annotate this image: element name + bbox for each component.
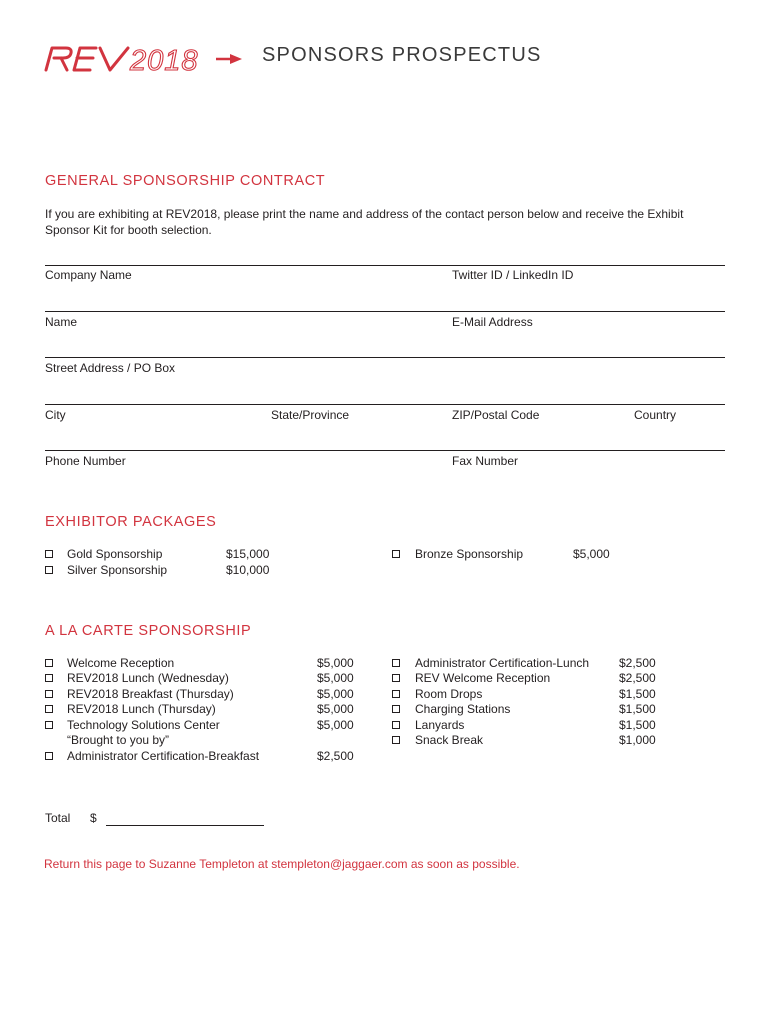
welcome-reception-checkbox[interactable]	[45, 659, 53, 667]
gold-label: Gold Sponsorship	[67, 547, 163, 561]
room-drops-price: $1,500	[619, 687, 656, 701]
cert-breakfast-checkbox[interactable]	[45, 752, 53, 760]
charging-stations-checkbox[interactable]	[392, 705, 400, 713]
bronze-checkbox[interactable]	[392, 550, 400, 558]
country-label: Country	[634, 408, 677, 422]
room-drops-checkbox[interactable]	[392, 690, 400, 698]
gold-checkbox[interactable]	[45, 550, 53, 558]
total-currency: $	[90, 811, 97, 825]
street-label: Street Address / PO Box	[45, 361, 176, 375]
tech-center-checkbox[interactable]	[45, 721, 53, 729]
cert-lunch-price: $2,500	[619, 656, 656, 670]
lanyards-price: $1,500	[619, 718, 656, 732]
breakfast-thursday-checkbox[interactable]	[45, 690, 53, 698]
zip-label: ZIP/Postal Code	[452, 408, 540, 422]
tech-center-label: Technology Solutions Center	[67, 718, 220, 732]
rev-welcome-checkbox[interactable]	[392, 674, 400, 682]
exhibitor-heading: EXHIBITOR PACKAGES	[45, 514, 217, 530]
city-label: City	[45, 408, 66, 422]
street-line[interactable]	[45, 357, 725, 358]
svg-text:2018: 2018	[130, 45, 199, 74]
rev2018-logo	[44, 42, 244, 74]
phone-line[interactable]	[45, 450, 725, 451]
rev-welcome-price: $2,500	[619, 671, 656, 685]
lunch-thursday-price: $5,000	[317, 702, 354, 716]
company-name-label: Company Name	[45, 268, 132, 282]
welcome-reception-label: Welcome Reception	[67, 656, 175, 670]
lanyards-label: Lanyards	[415, 718, 465, 732]
bronze-label: Bronze Sponsorship	[415, 547, 524, 561]
lunch-wednesday-label: REV2018 Lunch (Wednesday)	[67, 671, 229, 685]
charging-stations-label: Charging Stations	[415, 702, 511, 716]
total-label: Total	[45, 811, 71, 825]
silver-label: Silver Sponsorship	[67, 563, 168, 577]
cert-breakfast-label: Administrator Certification-Breakfast	[67, 749, 260, 763]
state-label: State/Province	[271, 408, 350, 422]
phone-label: Phone Number	[45, 454, 126, 468]
snack-break-label: Snack Break	[415, 733, 484, 747]
lunch-thursday-checkbox[interactable]	[45, 705, 53, 713]
snack-break-checkbox[interactable]	[392, 736, 400, 744]
tech-center-sublabel: “Brought to you by”	[67, 733, 170, 747]
bronze-price: $5,000	[573, 547, 610, 561]
lanyards-checkbox[interactable]	[392, 721, 400, 729]
breakfast-thursday-label: REV2018 Breakfast (Thursday)	[67, 687, 234, 701]
return-instructions: Return this page to Suzanne Templeton at stempleton@jaggaer.com as soon as possible.	[44, 857, 520, 871]
contract-heading: GENERAL SPONSORSHIP CONTRACT	[45, 173, 326, 189]
gold-price: $15,000	[226, 547, 270, 561]
lunch-wednesday-price: $5,000	[317, 671, 354, 685]
rev-welcome-label: REV Welcome Reception	[415, 671, 551, 685]
silver-checkbox[interactable]	[45, 566, 53, 574]
breakfast-thursday-price: $5,000	[317, 687, 354, 701]
name-label: Name	[45, 315, 78, 329]
welcome-reception-price: $5,000	[317, 656, 354, 670]
lunch-wednesday-checkbox[interactable]	[45, 674, 53, 682]
snack-break-price: $1,000	[619, 733, 656, 747]
email-label: E-Mail Address	[452, 315, 533, 329]
twitter-label: Twitter ID / LinkedIn ID	[452, 268, 574, 282]
city-line[interactable]	[45, 404, 725, 405]
alacarte-heading: A LA CARTE SPONSORSHIP	[45, 623, 252, 639]
cert-breakfast-price: $2,500	[317, 749, 354, 763]
prospectus-title: SPONSORS PROSPECTUS	[262, 44, 542, 66]
name-line[interactable]	[45, 311, 725, 312]
fax-label: Fax Number	[452, 454, 519, 468]
room-drops-label: Room Drops	[415, 687, 483, 701]
tech-center-price: $5,000	[317, 718, 354, 732]
lunch-thursday-label: REV2018 Lunch (Thursday)	[67, 702, 216, 716]
charging-stations-price: $1,500	[619, 702, 656, 716]
contract-intro: If you are exhibiting at REV2018, please print the name and address of the contact person below and receive the Exhibit Sponsor Kit for booth selection.	[45, 207, 684, 237]
company-name-line[interactable]	[45, 265, 725, 266]
cert-lunch-label: Administrator Certification-Lunch	[415, 656, 590, 670]
total-input-line[interactable]	[106, 825, 264, 826]
silver-price: $10,000	[226, 563, 270, 577]
cert-lunch-checkbox[interactable]	[392, 659, 400, 667]
